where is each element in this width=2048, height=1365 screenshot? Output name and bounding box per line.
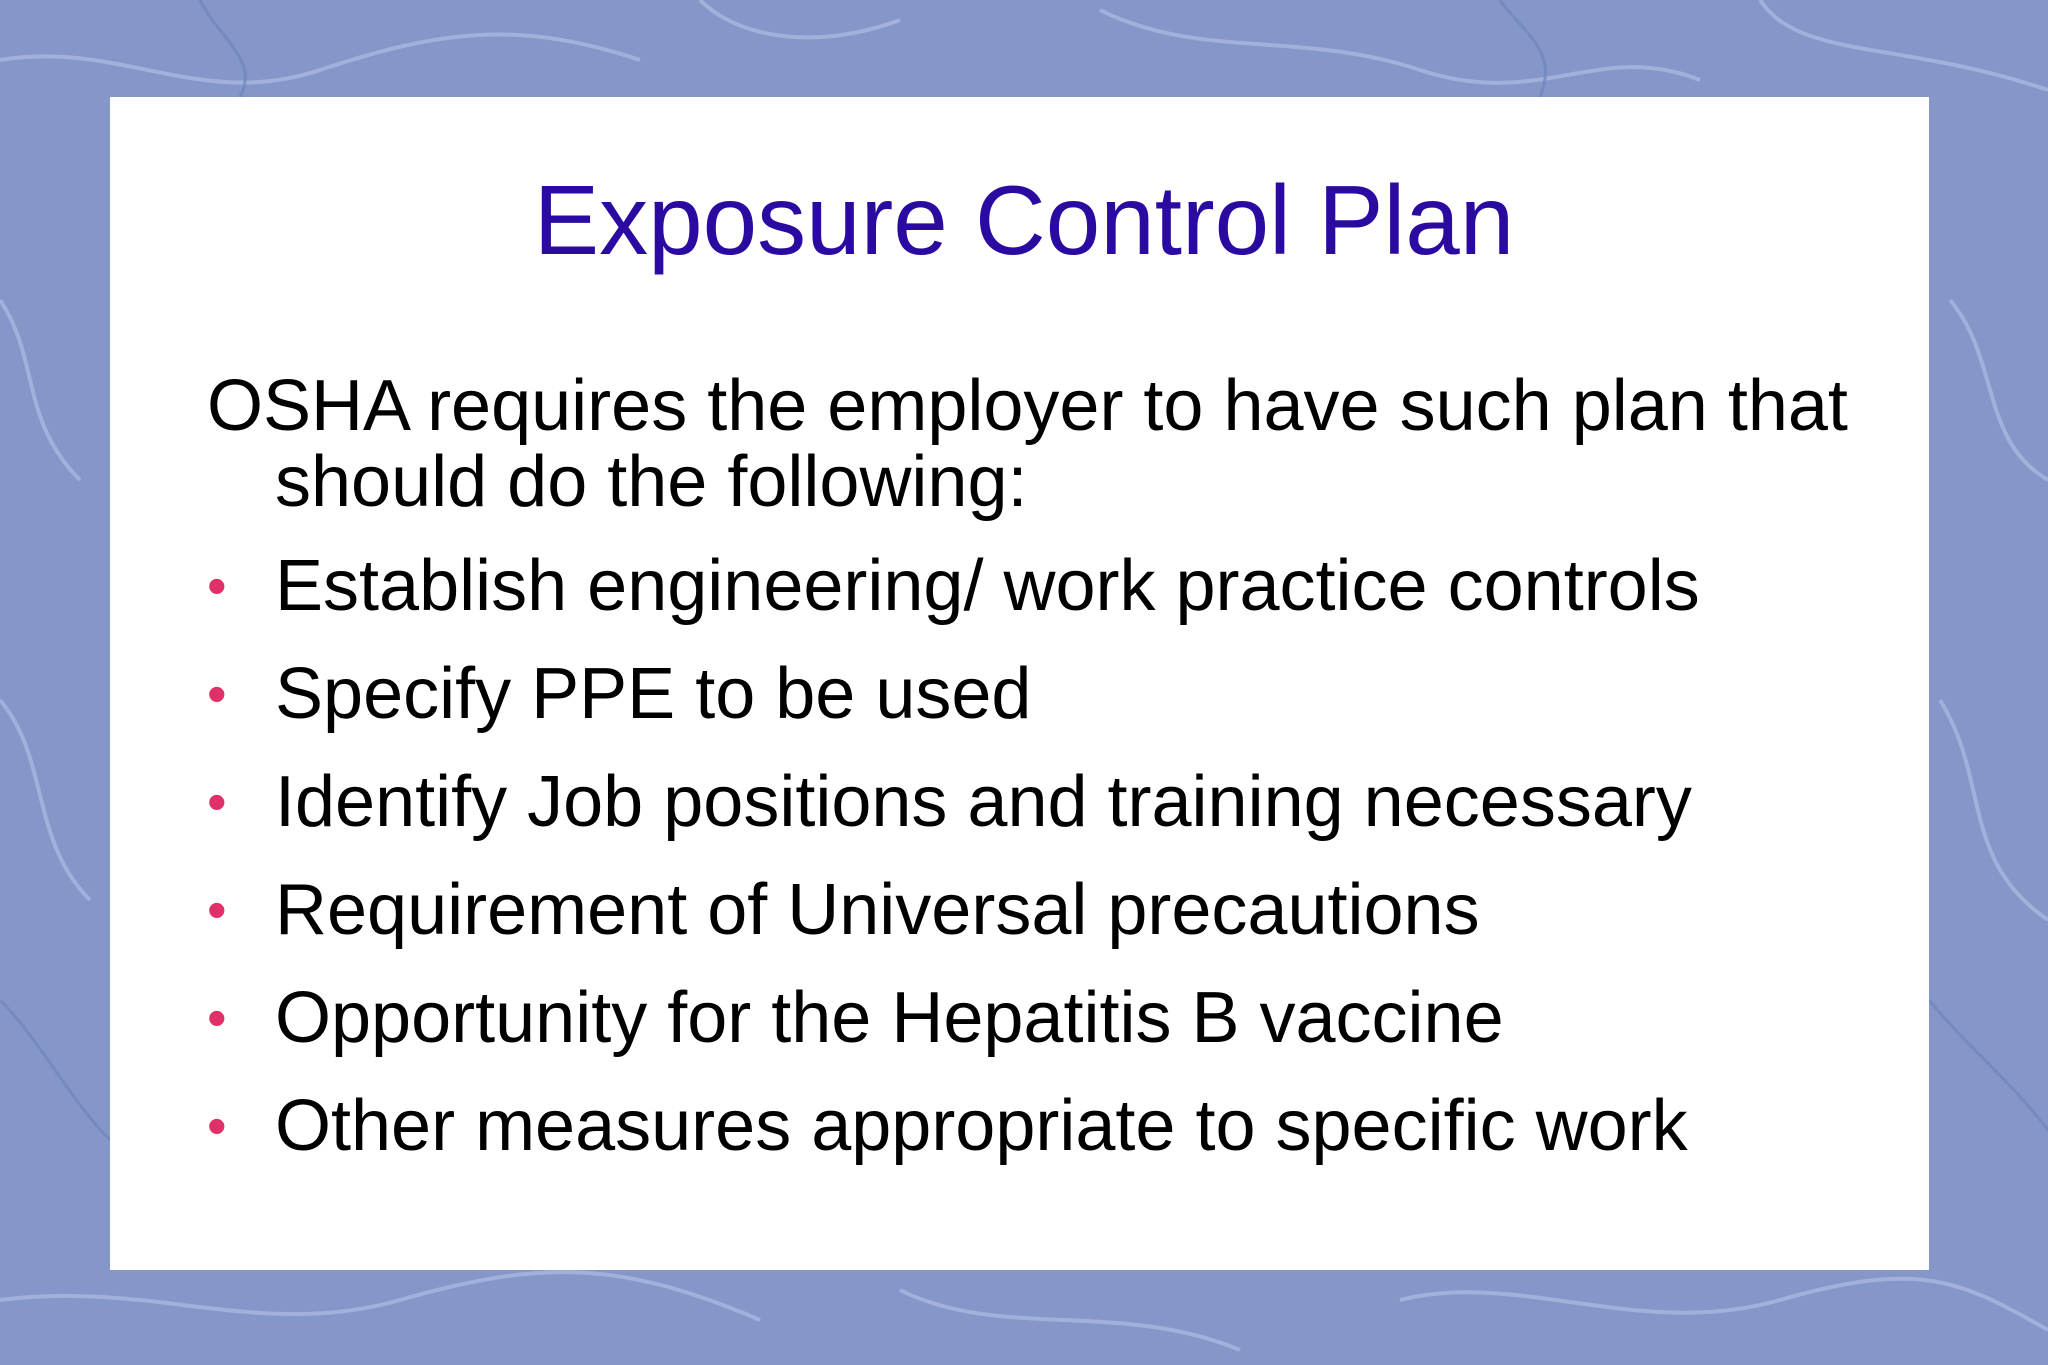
bullet-dot-icon: • bbox=[207, 878, 227, 941]
list-item bbox=[207, 1086, 1700, 1194]
list-item bbox=[207, 762, 1700, 870]
bullet-dot-icon: • bbox=[207, 662, 227, 725]
bullet-text: Specify PPE to be used bbox=[275, 654, 1032, 734]
list-item bbox=[207, 870, 1700, 978]
bullet-dot-icon: • bbox=[207, 986, 227, 1049]
bullet-dot-icon: • bbox=[207, 770, 227, 833]
bullet-text: Opportunity for the Hepatitis B vaccine bbox=[275, 978, 1504, 1058]
list-item bbox=[207, 978, 1700, 1086]
bullet-list bbox=[207, 546, 1700, 1194]
list-item bbox=[207, 546, 1700, 654]
slide-title: Exposure Control Plan bbox=[533, 165, 1515, 275]
bullet-dot-icon: • bbox=[207, 1094, 227, 1157]
intro-paragraph: OSHA requires the employer to have such plan that should do the following: bbox=[207, 366, 1848, 522]
bullet-text: Establish engineering/ work practice controls bbox=[275, 546, 1700, 626]
bullet-dot-icon: • bbox=[207, 554, 227, 617]
list-item bbox=[207, 654, 1700, 762]
bullet-text: Other measures appropriate to specific work bbox=[275, 1086, 1688, 1166]
bullet-text: Requirement of Universal precautions bbox=[275, 870, 1480, 950]
bullet-text: Identify Job positions and training necessary bbox=[275, 762, 1692, 842]
